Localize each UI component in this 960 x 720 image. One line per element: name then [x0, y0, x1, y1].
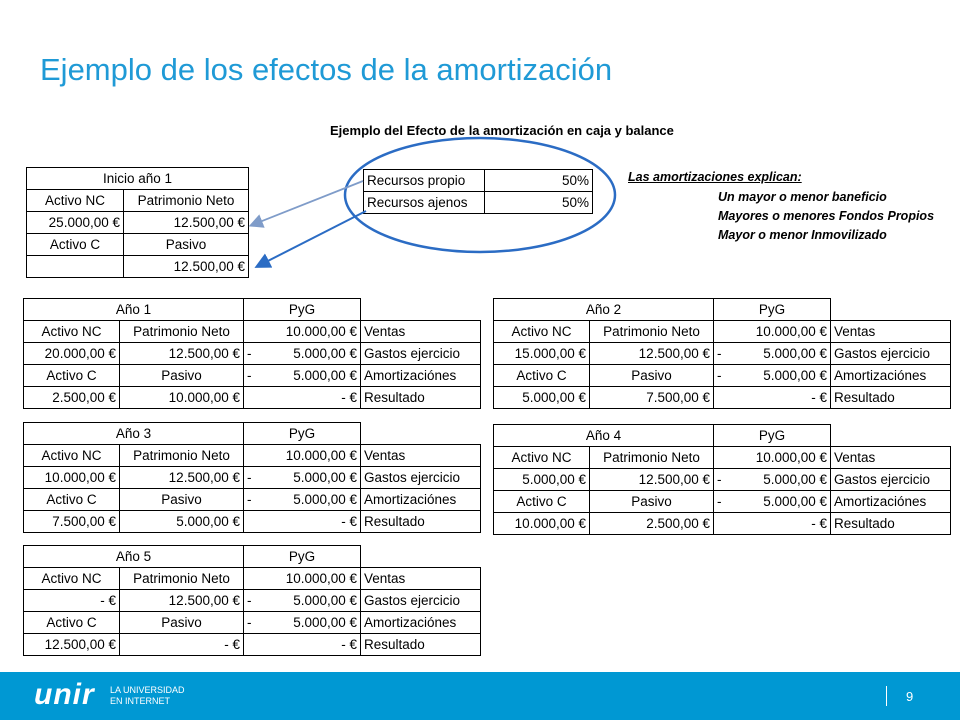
tagline-line-1: LA UNIVERSIDAD: [110, 685, 185, 695]
table-cell: 10.000,00 €: [120, 387, 244, 409]
table-cell: -: [714, 365, 732, 387]
table-cell: 5.000,00 €: [732, 365, 831, 387]
footer-bar: [0, 672, 960, 720]
table-cell: Activo C: [27, 234, 124, 256]
table-cell: 7.500,00 €: [590, 387, 714, 409]
tagline-line-2: EN INTERNET: [110, 696, 171, 706]
table-cell: Activo C: [494, 365, 590, 387]
table-cell: -: [244, 343, 262, 365]
table-cell: 50%: [485, 192, 593, 214]
table-cell: Pasivo: [590, 491, 714, 513]
table-cell: Amortizaciónes: [361, 489, 481, 511]
table-cell: 12.500,00 €: [120, 590, 244, 612]
table-cell: 12.500,00 €: [124, 212, 249, 234]
table-cell: Patrimonio Neto: [120, 568, 244, 590]
page-number: 9: [906, 689, 914, 704]
arrow-dark: [258, 211, 366, 266]
table-cell: Amortizaciónes: [361, 612, 481, 634]
table-cell: 2.500,00 €: [590, 513, 714, 535]
table-cell: Pasivo: [120, 489, 244, 511]
table-cell: Activo C: [24, 612, 120, 634]
table-cell: 15.000,00 €: [494, 343, 590, 365]
table-cell: - €: [732, 513, 831, 535]
year-title: Año 2: [494, 299, 714, 321]
notes-item: Un mayor o menor baneficio: [718, 190, 887, 204]
pyg-title: PyG: [244, 546, 361, 568]
table-cell: - €: [262, 511, 361, 533]
table-cell: Activo NC: [27, 190, 124, 212]
table-cell: -: [244, 612, 262, 634]
table-cell: -: [244, 365, 262, 387]
table-cell: 50%: [485, 170, 593, 192]
table-cell: - €: [24, 590, 120, 612]
table-cell: Ventas: [361, 568, 481, 590]
table-cell: 12.500,00 €: [120, 343, 244, 365]
table-cell: Recursos propio: [364, 170, 485, 192]
table-cell: 12.500,00 €: [120, 467, 244, 489]
table-cell: Patrimonio Neto: [120, 321, 244, 343]
table-cell: -: [244, 489, 262, 511]
table-cell: Ventas: [831, 447, 951, 469]
table-cell: Activo NC: [24, 321, 120, 343]
table-cell: 12.500,00 €: [124, 256, 249, 278]
slide-title: Ejemplo de los efectos de la amortización: [40, 52, 613, 87]
table-cell: Patrimonio Neto: [124, 190, 249, 212]
table-cell: -: [714, 469, 732, 491]
table-cell: Ventas: [361, 321, 481, 343]
table-cell: 10.000,00 €: [732, 321, 831, 343]
pyg-title: PyG: [714, 425, 831, 447]
table-cell: 5.000,00 €: [494, 469, 590, 491]
table-cell: Activo NC: [494, 447, 590, 469]
table-cell: Activo C: [494, 491, 590, 513]
table-cell: Activo NC: [24, 568, 120, 590]
table-cell: 5.000,00 €: [732, 343, 831, 365]
pyg-title: PyG: [244, 299, 361, 321]
notes-item: Mayor o menor Inmovilizado: [718, 228, 887, 242]
table-cell: Pasivo: [120, 365, 244, 387]
table-cell: Activo NC: [24, 445, 120, 467]
table-cell: - €: [120, 634, 244, 656]
table-cell: - €: [732, 387, 831, 409]
table-cell: Pasivo: [120, 612, 244, 634]
year-title: Año 4: [494, 425, 714, 447]
footer-divider: [886, 686, 887, 706]
table-cell: - €: [262, 387, 361, 409]
table-cell: Patrimonio Neto: [590, 447, 714, 469]
table-cell: Amortizaciónes: [831, 365, 951, 387]
table-cell: Amortizaciónes: [361, 365, 481, 387]
table-cell: - €: [262, 634, 361, 656]
table-cell: 10.000,00 €: [262, 321, 361, 343]
year-title: Año 1: [24, 299, 244, 321]
slide-subtitle: Ejemplo del Efecto de la amortización en caja y balance: [330, 123, 674, 138]
table-cell: 5.000,00 €: [494, 387, 590, 409]
table-cell: -: [714, 491, 732, 513]
highlight-ellipse: [345, 138, 615, 252]
pyg-title: PyG: [244, 423, 361, 445]
table-cell: Pasivo: [124, 234, 249, 256]
table-cell: 7.500,00 €: [24, 511, 120, 533]
year-title: Año 3: [24, 423, 244, 445]
table-cell: 5.000,00 €: [262, 612, 361, 634]
table-cell: Activo C: [24, 365, 120, 387]
table-cell: -: [244, 590, 262, 612]
table-cell: Resultado: [831, 387, 951, 409]
table-cell: Activo C: [24, 489, 120, 511]
table-cell: Gastos ejercicio: [361, 590, 481, 612]
table-cell: Resultado: [361, 387, 481, 409]
table-cell: 5.000,00 €: [262, 365, 361, 387]
unir-logo: unir: [34, 678, 95, 711]
table-cell: Recursos ajenos: [364, 192, 485, 214]
table-cell: 5.000,00 €: [262, 590, 361, 612]
table-cell: 5.000,00 €: [120, 511, 244, 533]
table-cell: 25.000,00 €: [27, 212, 124, 234]
table-cell: Gastos ejercicio: [361, 343, 481, 365]
table-cell: 5.000,00 €: [732, 469, 831, 491]
table-cell: 5.000,00 €: [732, 491, 831, 513]
table-cell: -: [244, 467, 262, 489]
table-cell: Ventas: [831, 321, 951, 343]
table-cell: Gastos ejercicio: [361, 467, 481, 489]
logo-tagline: [110, 685, 185, 707]
notes-item: Mayores o menores Fondos Propios: [718, 209, 935, 223]
table-cell: 10.000,00 €: [262, 445, 361, 467]
table-cell: Ventas: [361, 445, 481, 467]
table-cell: 5.000,00 €: [262, 467, 361, 489]
table-cell: 10.000,00 €: [732, 447, 831, 469]
table-cell: Pasivo: [590, 365, 714, 387]
table-cell: 12.500,00 €: [24, 634, 120, 656]
table-cell: Patrimonio Neto: [590, 321, 714, 343]
table-cell: -: [714, 343, 732, 365]
pyg-title: PyG: [714, 299, 831, 321]
table-cell: Activo NC: [494, 321, 590, 343]
inicio-header: Inicio año 1: [27, 168, 249, 190]
table-cell: 2.500,00 €: [24, 387, 120, 409]
table-cell: Amortizaciónes: [831, 491, 951, 513]
table-cell: Patrimonio Neto: [120, 445, 244, 467]
table-cell: Gastos ejercicio: [831, 343, 951, 365]
year-title: Año 5: [24, 546, 244, 568]
table-cell: 10.000,00 €: [494, 513, 590, 535]
table-cell: Resultado: [831, 513, 951, 535]
table-cell: 10.000,00 €: [24, 467, 120, 489]
table-cell: 10.000,00 €: [262, 568, 361, 590]
table-cell: 12.500,00 €: [590, 343, 714, 365]
table-cell: 20.000,00 €: [24, 343, 120, 365]
notes-heading: Las amortizaciones explican:: [628, 170, 802, 184]
table-cell: Resultado: [361, 511, 481, 533]
table-cell: Gastos ejercicio: [831, 469, 951, 491]
table-cell: Resultado: [361, 634, 481, 656]
table-cell: 12.500,00 €: [590, 469, 714, 491]
table-cell: 5.000,00 €: [262, 343, 361, 365]
table-cell: 5.000,00 €: [262, 489, 361, 511]
